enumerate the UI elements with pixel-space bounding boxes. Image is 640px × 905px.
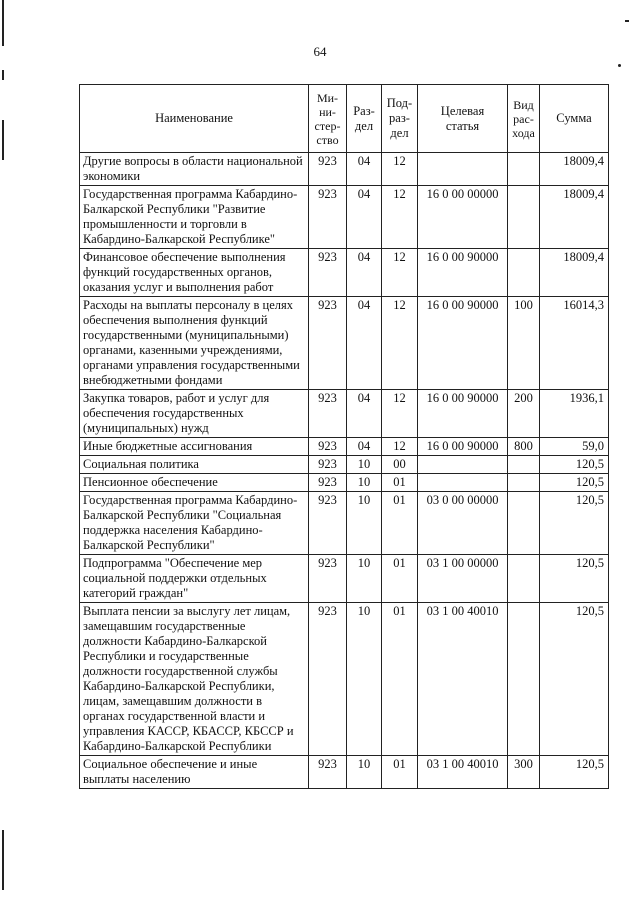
row-expense-type-cell [508, 456, 540, 474]
row-expense-type-cell [508, 474, 540, 492]
table-row [80, 603, 609, 756]
row-subsection-cell: 01 [382, 555, 418, 603]
header-section: Раз- дел [347, 85, 382, 153]
row-name-cell: Иные бюджетные ассигнования [80, 438, 309, 456]
header-target: Целевая статья [418, 85, 508, 153]
row-subsection-cell: 00 [382, 456, 418, 474]
row-name-cell: Выплата пенсии за выслугу лет лицам, замещавшим государственные должности Кабардино-Балкарской Республики и государственные должности государственной службы Кабардино-Балкарской Республики, лицам, замещавшим должности в органах государственной власти и управления КАССР, КБАССР, КБССР и Кабардино-Балкарской Республики [80, 603, 309, 756]
row-expense-type-cell [508, 186, 540, 249]
row-section-cell: 04 [347, 297, 382, 390]
row-target-cell: 03 1 00 40010 [418, 756, 508, 789]
row-expense-type-cell [508, 153, 540, 186]
row-section-cell: 04 [347, 153, 382, 186]
table-row [80, 390, 609, 438]
header-name: Наименование [80, 85, 309, 153]
right-margin-mark [618, 64, 621, 67]
row-ministry-cell: 923 [309, 153, 347, 186]
table-row [80, 456, 609, 474]
row-name-cell: Пенсионное обеспечение [80, 474, 309, 492]
table-row [80, 249, 609, 297]
row-name-cell: Расходы на выплаты персоналу в целях обеспечения выполнения функций государственными (муниципальными) органами, казенными учреждениями, органами управления государственными внебюджетными фондами [80, 297, 309, 390]
row-target-cell: 16 0 00 90000 [418, 390, 508, 438]
row-expense-type-cell [508, 555, 540, 603]
row-ministry-cell: 923 [309, 492, 347, 555]
row-expense-type-cell: 100 [508, 297, 540, 390]
row-name-cell: Подпрограмма "Обеспечение мер социальной поддержки отдельных категорий граждан" [80, 555, 309, 603]
row-subsection-cell: 01 [382, 492, 418, 555]
left-margin-mark [2, 0, 4, 46]
table-row [80, 297, 609, 390]
row-ministry-cell: 923 [309, 390, 347, 438]
header-subsection: Под- раз- дел [382, 85, 418, 153]
row-amount-cell: 120,5 [540, 456, 609, 474]
row-target-cell [418, 456, 508, 474]
row-target-cell: 03 0 00 00000 [418, 492, 508, 555]
row-amount-cell: 18009,4 [540, 153, 609, 186]
row-expense-type-cell: 800 [508, 438, 540, 456]
left-margin-mark [2, 120, 4, 160]
row-ministry-cell: 923 [309, 603, 347, 756]
row-name-cell: Другие вопросы в области национальной экономики [80, 153, 309, 186]
budget-table [79, 84, 609, 789]
row-subsection-cell: 01 [382, 756, 418, 789]
row-expense-type-cell [508, 492, 540, 555]
row-amount-cell: 120,5 [540, 555, 609, 603]
row-ministry-cell: 923 [309, 186, 347, 249]
row-target-cell: 03 1 00 00000 [418, 555, 508, 603]
row-ministry-cell: 923 [309, 456, 347, 474]
header-amount: Сумма [540, 85, 609, 153]
row-target-cell [418, 153, 508, 186]
row-target-cell: 16 0 00 90000 [418, 297, 508, 390]
row-ministry-cell: 923 [309, 438, 347, 456]
row-expense-type-cell [508, 249, 540, 297]
row-ministry-cell: 923 [309, 297, 347, 390]
left-margin-mark [2, 830, 4, 890]
row-name-cell: Финансовое обеспечение выполнения функций государственных органов, оказания услуг и выполнения работ [80, 249, 309, 297]
row-subsection-cell: 12 [382, 153, 418, 186]
left-margin-mark [2, 70, 4, 80]
row-expense-type-cell: 200 [508, 390, 540, 438]
row-section-cell: 04 [347, 186, 382, 249]
row-subsection-cell: 01 [382, 603, 418, 756]
row-section-cell: 04 [347, 390, 382, 438]
row-target-cell [418, 474, 508, 492]
row-amount-cell: 120,5 [540, 492, 609, 555]
row-section-cell: 10 [347, 555, 382, 603]
row-amount-cell: 1936,1 [540, 390, 609, 438]
row-ministry-cell: 923 [309, 249, 347, 297]
row-amount-cell: 59,0 [540, 438, 609, 456]
row-subsection-cell: 12 [382, 390, 418, 438]
table-row [80, 555, 609, 603]
row-target-cell: 03 1 00 40010 [418, 603, 508, 756]
right-margin-mark [625, 20, 629, 22]
row-target-cell: 16 0 00 00000 [418, 186, 508, 249]
header-row [80, 85, 609, 153]
row-amount-cell: 18009,4 [540, 249, 609, 297]
table-row [80, 756, 609, 789]
row-ministry-cell: 923 [309, 756, 347, 789]
row-section-cell: 04 [347, 249, 382, 297]
row-subsection-cell: 12 [382, 438, 418, 456]
row-section-cell: 10 [347, 456, 382, 474]
row-name-cell: Государственная программа Кабардино-Балкарской Республики "Развитие промышленности и торговли в Кабардино-Балкарской Республике" [80, 186, 309, 249]
row-section-cell: 10 [347, 474, 382, 492]
row-name-cell: Социальное обеспечение и иные выплаты населению [80, 756, 309, 789]
row-target-cell: 16 0 00 90000 [418, 438, 508, 456]
row-subsection-cell: 12 [382, 186, 418, 249]
row-expense-type-cell [508, 603, 540, 756]
row-section-cell: 10 [347, 756, 382, 789]
row-name-cell: Государственная программа Кабардино-Балкарской Республики "Социальная поддержка населения Кабардино-Балкарской Республики" [80, 492, 309, 555]
row-ministry-cell: 923 [309, 474, 347, 492]
header-expense-type: Вид рас- хода [508, 85, 540, 153]
page-number: 64 [313, 44, 327, 59]
row-name-cell: Закупка товаров, работ и услуг для обеспечения государственных (муниципальных) нужд [80, 390, 309, 438]
row-section-cell: 10 [347, 492, 382, 555]
row-name-cell: Социальная политика [80, 456, 309, 474]
row-amount-cell: 120,5 [540, 756, 609, 789]
row-amount-cell: 120,5 [540, 474, 609, 492]
row-amount-cell: 16014,3 [540, 297, 609, 390]
row-subsection-cell: 01 [382, 474, 418, 492]
header-ministry: Ми- ни- стер- ство [309, 85, 347, 153]
table-row [80, 153, 609, 186]
row-amount-cell: 120,5 [540, 603, 609, 756]
table-row [80, 474, 609, 492]
row-expense-type-cell: 300 [508, 756, 540, 789]
table-row [80, 186, 609, 249]
row-subsection-cell: 12 [382, 297, 418, 390]
row-target-cell: 16 0 00 90000 [418, 249, 508, 297]
table-row [80, 492, 609, 555]
row-amount-cell: 18009,4 [540, 186, 609, 249]
row-subsection-cell: 12 [382, 249, 418, 297]
row-ministry-cell: 923 [309, 555, 347, 603]
table-row [80, 438, 609, 456]
row-section-cell: 04 [347, 438, 382, 456]
row-section-cell: 10 [347, 603, 382, 756]
